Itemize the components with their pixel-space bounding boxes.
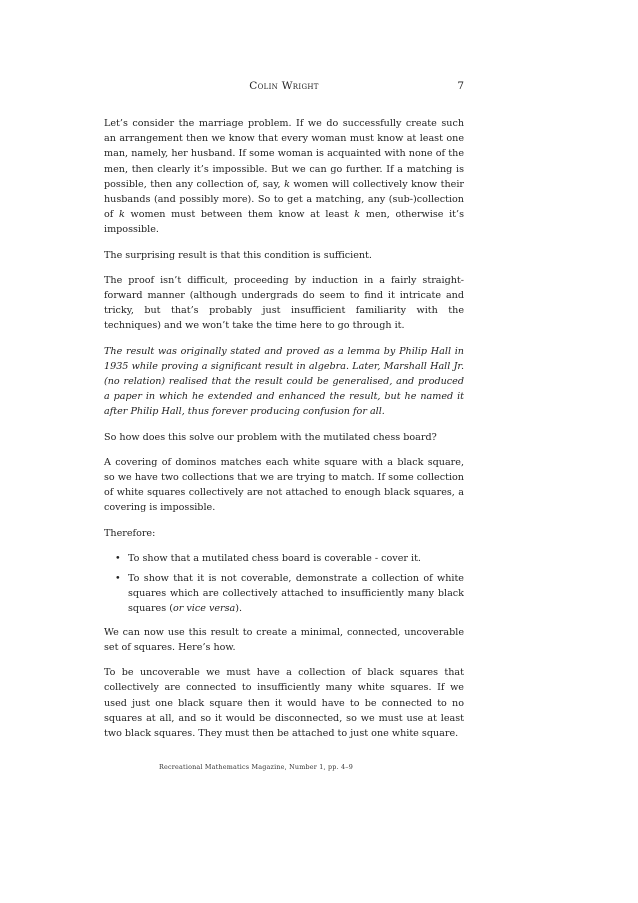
list-item: • To show that a mutilated chess board is coverable - cover it. <box>128 551 464 566</box>
paragraph-minimal-set: We can now use this result to create a minimal, connected, uncoverable set of squares. Here’s how. <box>104 626 464 653</box>
bullet-icon: • <box>115 552 121 564</box>
bullet-icon: • <box>115 573 121 585</box>
paragraph-surprising-result: The surprising result is that this condition is sufficient. <box>104 249 372 261</box>
footer-citation: Recreational Mathematics Magazine, Number 1, pp. 4–9 <box>159 763 353 771</box>
paragraph-question: So how does this solve our problem with the mutilated chess board? <box>104 431 437 443</box>
paragraph-marriage-problem: Let’s consider the marriage problem. If we do successfully create such an arrangement then we know that every woman must know at least one man, namely, her husband. If some woman is acquainted with none of the men, then clearly it’s impossible. But we can go further. If a matching is possible, then any collection of, say, k women will collectively know their husbands (and possibly more). So to get a matching, any (sub-)collection of k women must between them know at least k men, otherwise it’s impossible. <box>104 118 464 236</box>
body-text <box>104 116 464 751</box>
paragraph-history-note: The result was originally stated and proved as a lemma by Philip Hall in 1935 while proving a significant result in algebra. Later, Marshall Hall Jr. (no relation) realised that the result could be generalised, and produced a paper in which he extended and enhanced the result, but he named it after Philip Hall, thus forever producing confusion for all. <box>104 345 464 418</box>
header-author: Colin Wright <box>249 80 319 92</box>
paragraph-domino-covering: A covering of dominos matches each white square with a black square, so we have two collections that we are trying to match. If some collection of white squares collectively are not attached to enough black squares, a covering is impossible. <box>104 456 464 514</box>
paragraph-therefore: Therefore: <box>104 527 156 539</box>
list-item: • To show that it is not coverable, demonstrate a collection of white squares which are collectively attached to insufficiently many black squares (or vice versa). <box>115 573 464 615</box>
page-number: 7 <box>457 80 464 92</box>
bullet-list <box>104 551 464 617</box>
paragraph-uncoverable: To be uncoverable we must have a collection of black squares that collectively are connected to insufficiently many white squares. If we used just one black square then it would have to be connected to no squares at all, and so it would be disconnected, so we must use at least two black squares. They must then be attached to just one white square. <box>104 667 464 739</box>
paragraph-proof: The proof isn’t difficult, proceeding by induction in a fairly straight-forward manner (although undergrads do seem to find it intricate and tricky, but that’s probably just insufficient familiarity with the techniques) and we won’t take the time here to go through it. <box>104 274 464 332</box>
